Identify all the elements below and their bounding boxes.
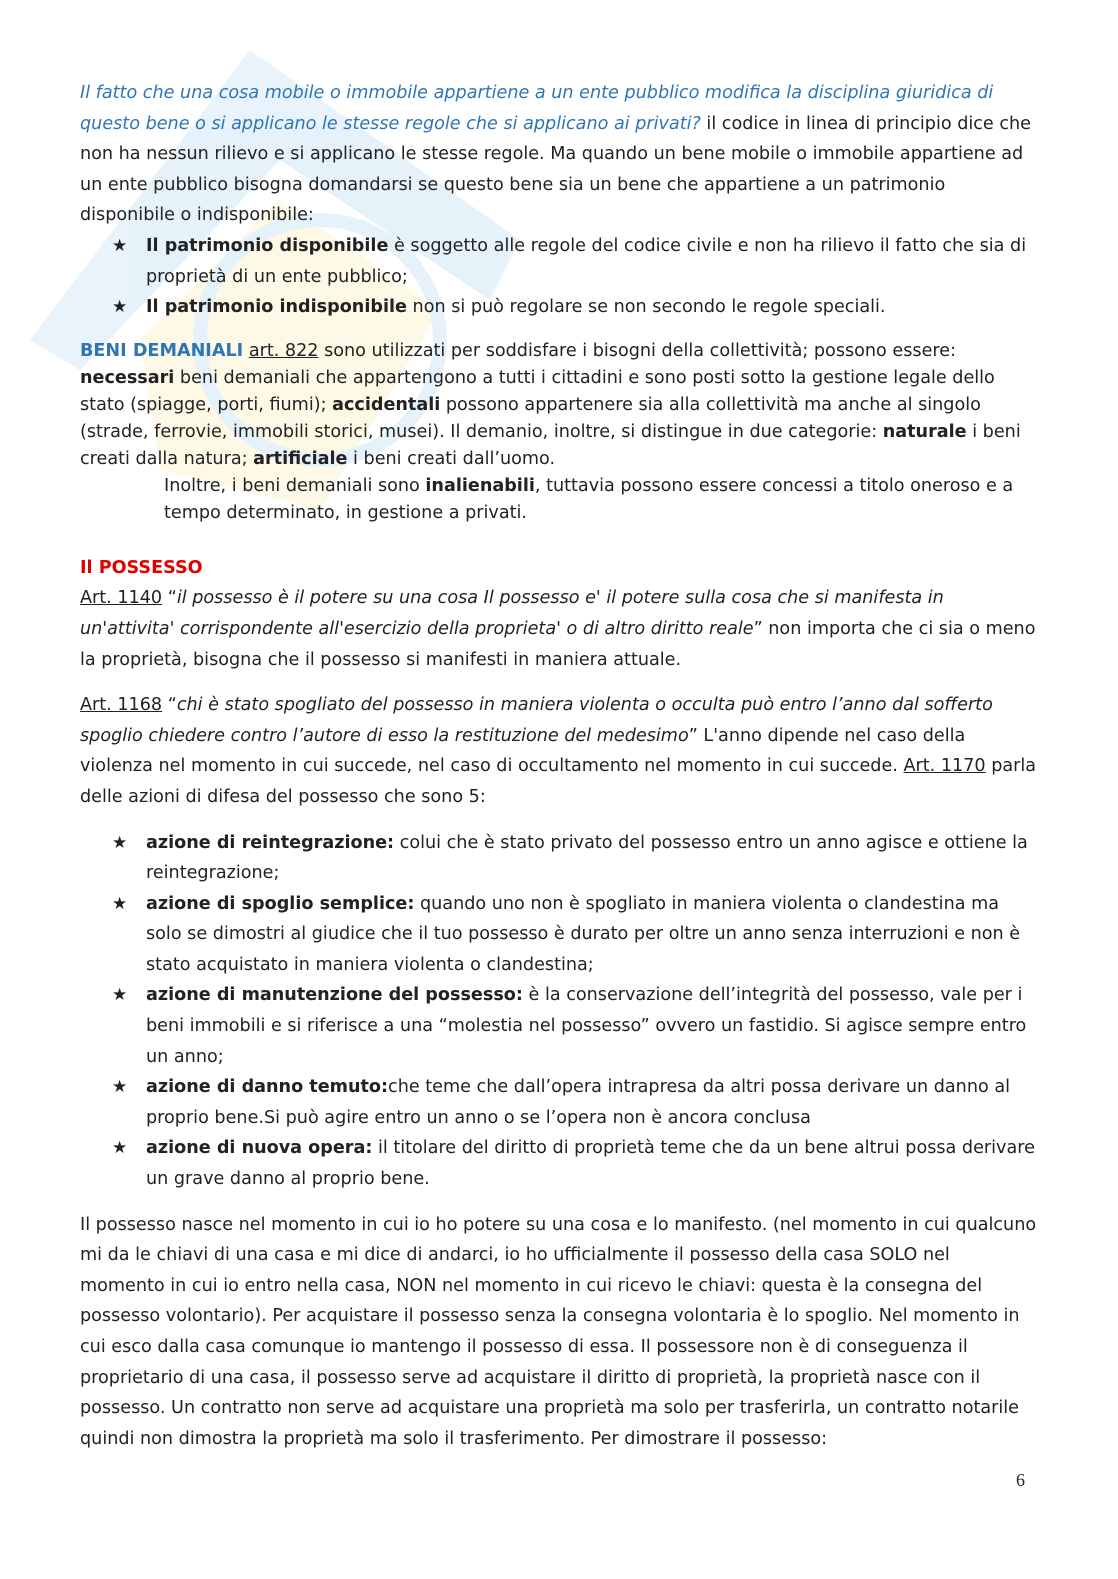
quote-mark: “	[162, 588, 177, 609]
paragraph-text: ” non importa che ci sia o meno la proprietà, bisogna che il possesso si manifesti in maniera attuale.	[80, 618, 1036, 670]
list-item	[112, 889, 1038, 981]
list-item-text: è la conservazione dell’integrità del possesso, vale per i beni immobili e si riferisce a una “molestia nel possesso” ovvero un fastidio. Si agisce sempre entro un anno;	[146, 985, 1027, 1067]
list-item-term: Il patrimonio disponibile	[146, 235, 389, 256]
list-item-text: quando uno non è spogliato in maniera violenta o clandestina ma solo se dimostri al giudice che il tuo possesso è durato per oltre un anno senza interruzioni e non è stato acquistato in maniera violenta o clandestina;	[146, 893, 1021, 975]
quote-mark: “	[162, 695, 177, 716]
list-item	[112, 292, 1038, 323]
article-link: Art. 1140	[80, 588, 163, 609]
star-bullet-icon: ★	[112, 1138, 128, 1159]
list-item-text: che teme che dall’opera intrapresa da altri possa derivare un danno al proprio bene.Si può agire entro un anno o se l’opera non è ancora conclusa	[146, 1077, 1011, 1128]
intro-answer: il codice in linea di principio dice che non ha nessun rilievo e si applicano le stesse regole. Ma quando un bene mobile o immobile appartiene ad un ente pubblico bisogna domandarsi se questo bene sia un bene che appartiene a un patrimonio disponibile o indisponibile:	[80, 113, 1032, 226]
demaniali-paragraph	[80, 338, 1038, 473]
list-item	[112, 1072, 1038, 1133]
paragraph-text: i beni creati dall’uomo.	[347, 448, 556, 469]
paragraph-text: , tuttavia possono essere concessi a titolo oneroso e a tempo determinato, in gestione a privati.	[164, 475, 1014, 523]
paragraph-text: Inoltre, i beni demaniali sono	[164, 475, 426, 496]
list-item	[112, 980, 1038, 1072]
star-bullet-icon: ★	[112, 235, 128, 256]
paragraph-text: i beni creati dalla natura;	[80, 421, 1021, 469]
list-item-text: colui che è stato privato del possesso entro un anno agisce e ottiene la reintegrazione;	[146, 832, 1028, 884]
article-link: Art. 1170	[903, 756, 986, 777]
intro-question: Il fatto che una cosa mobile o immobile appartiene a un ente pubblico modifica la disciplina giuridica di questo bene o si applicano le stesse regole che si applicano ai privati?	[80, 83, 994, 134]
list-item-term: Il patrimonio indisponibile	[146, 297, 407, 318]
list-item	[112, 828, 1038, 889]
paragraph-text: beni demaniali che appartengono a tutti i cittadini e sono posti sotto la gestione legale dello stato (spiagge, porti, fiumi);	[80, 367, 995, 415]
demaniali-indented-note	[80, 473, 1038, 527]
star-bullet-icon: ★	[112, 832, 128, 853]
possesso-heading: Il POSSESSO	[80, 557, 203, 578]
azioni-list	[80, 828, 1038, 1195]
list-item-term: azione di spoglio semplice:	[146, 893, 415, 914]
list-item-term: azione di nuova opera:	[146, 1138, 373, 1159]
patrimonio-list	[80, 231, 1038, 323]
bold-term: naturale	[882, 421, 967, 442]
star-bullet-icon: ★	[112, 985, 128, 1006]
list-item	[112, 1133, 1038, 1194]
list-item-term: azione di reintegrazione:	[146, 832, 395, 853]
list-item-text: non si può regolare se non secondo le regole speciali.	[406, 297, 886, 318]
article-quote: il possesso è il potere su una cosa Il possesso e' il potere sulla cosa che si manifesta in un'attivita' corrispondente all'esercizio della proprieta' o di altro diritto reale	[80, 588, 944, 639]
demaniali-heading: BENI DEMANIALI	[80, 340, 244, 361]
star-bullet-icon: ★	[112, 893, 128, 914]
page-number: 6	[1016, 1470, 1025, 1490]
intro-paragraph	[80, 78, 1038, 231]
list-item	[112, 231, 1038, 292]
paragraph-text: sono utilizzati per soddisfare i bisogni della collettività; possono essere:	[318, 340, 956, 361]
art-1140-paragraph	[80, 583, 1038, 675]
article-link: Art. 1168	[80, 695, 163, 716]
art-1168-paragraph	[80, 690, 1038, 812]
list-item-text: è soggetto alle regole del codice civile e non ha rilievo il fatto che sia di proprietà di un ente pubblico;	[146, 235, 1027, 287]
closing-paragraph: Il possesso nasce nel momento in cui io ho potere su una cosa e lo manifesto. (nel momento in cui qualcuno mi da le chiavi di una casa e mi dice di andarci, io ho ufficialmente il possesso della casa SOLO nel momento in cui io entro nella casa, NON nel momento in cui ricevo le chiavi: questa è la consegna del possesso volontario). Per acquistare il possesso senza la consegna volontaria è lo spoglio. Nel momento in cui esco dalla casa comunque io mantengo il possesso di essa. Il possessore non è di conseguenza il proprietario di una casa, il possesso serve ad acquistare il diritto di proprietà, la proprietà nasce con il possesso. Un contratto non serve ad acquistare una proprietà ma solo per trasferirla, un contratto notarile quindi non dimostra la proprietà ma solo il trasferimento. Per dimostrare il possesso:	[80, 1214, 1037, 1449]
document-body	[80, 78, 1038, 1454]
bold-term: artificiale	[253, 448, 348, 469]
star-bullet-icon: ★	[112, 297, 128, 318]
star-bullet-icon: ★	[112, 1077, 128, 1098]
paragraph-text: possono appartenere sia alla collettività ma anche al singolo (strade, ferrovie, immobili storici, musei). Il demanio, inoltre, si distingue in due categorie:	[80, 394, 981, 442]
list-item-term: azione di danno temuto:	[146, 1077, 389, 1098]
bold-term: accidentali	[332, 394, 441, 415]
list-item-term: azione di manutenzione del possesso:	[146, 985, 523, 1006]
paragraph-text: ” L'anno dipende nel caso della violenza nel momento in cui succede, nel caso di occultamento nel momento in cui succede.	[80, 725, 966, 777]
bold-term: necessari	[80, 367, 175, 388]
bold-term: inalienabili	[425, 475, 535, 496]
article-quote: chi è stato spogliato del possesso in maniera violenta o occulta può entro l’anno dal sofferto spoglio chiedere contro l’autore di esso la restituzione del medesimo	[80, 695, 993, 746]
list-item-text: il titolare del diritto di proprietà teme che da un bene altrui possa derivare un grave danno al proprio bene.	[146, 1138, 1035, 1190]
article-link: art. 822	[248, 340, 319, 361]
paragraph-text: parla delle azioni di difesa del possesso che sono 5:	[80, 756, 1037, 807]
